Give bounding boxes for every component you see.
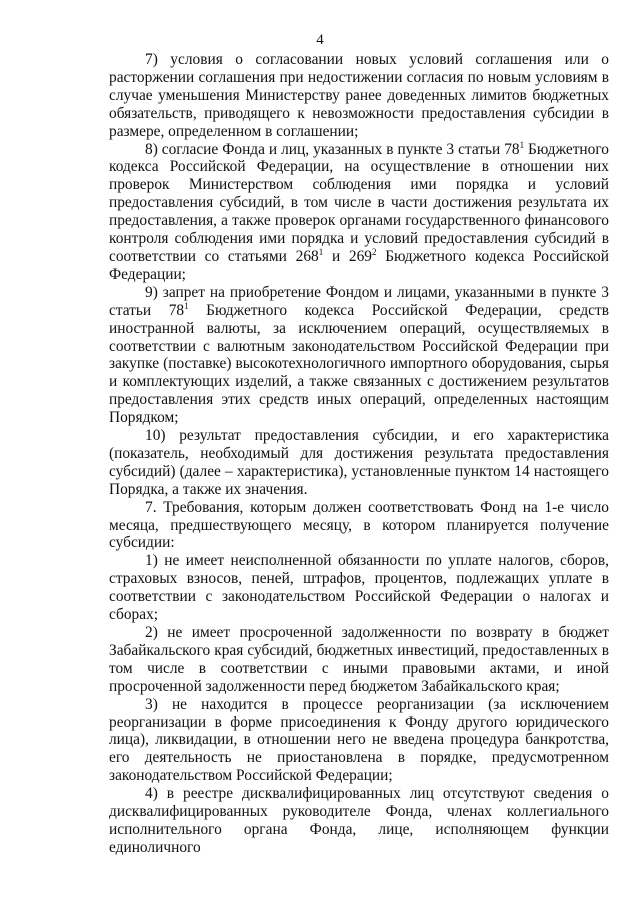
requirement-4-paragraph: 4) в реестре дисквалифицированных лиц отсутствуют сведения о дисквалифицированных руководителе Фонда, членах коллегиального исполнительного органа Фонда, лице, исполняющем функции единоличного bbox=[109, 785, 609, 856]
superscript: 1 bbox=[519, 139, 525, 150]
page-number: 4 bbox=[316, 32, 324, 48]
item-9-text-part: 9) запрет на приобретение Фондом и лицами, указанными в пункте 3 статьи 78 bbox=[109, 283, 609, 319]
superscript: 2 bbox=[371, 246, 377, 257]
item-8-text-part: Бюджетного кодекса Российской Федерации, на осуществление в отношении них проверок Министерством соблюдения ими порядка и условий предоставления субсидий, в том числе в части достижения результата их предоставления, а также проверок органами государственного финансового контроля соблюдения ими порядка и условий предоставления субсидий в соответствии со статьями 268 bbox=[109, 140, 609, 265]
requirement-1-paragraph: 1) не имеет неисполненной обязанности по уплате налогов, сборов, страховых взносов, пеней, штрафов, процентов, подлежащих уплате в соответствии с законодательством Российской Федерации о налогах и сборах; bbox=[109, 552, 609, 624]
document-body bbox=[109, 51, 609, 857]
requirement-3-paragraph: 3) не находится в процессе реорганизации (за исключением реорганизации в форме присоединения к Фонду другого юридического лица), ликвидации, в отношении него не введена процедура банкротства, его деятельность не приостановлена в порядке, предусмотренном законодательством Российской Федерации; bbox=[109, 695, 609, 785]
requirement-2-paragraph: 2) не имеет просроченной задолженности по возврату в бюджет Забайкальского края субсидий, бюджетных инвестиций, предоставленных в том числе в соответствии с иными правовыми актами, и иной просроченной задолженности перед бюджетом Забайкальского края; bbox=[109, 624, 609, 695]
item-8-text-part: и 269 bbox=[323, 247, 372, 265]
item-8-paragraph bbox=[109, 141, 609, 284]
item-7-paragraph: 7) условия о согласовании новых условий соглашения или о расторжении соглашения при недостижении согласия по новым условиям в случае уменьшения Министерству ранее доведенных лимитов бюджетных обязательств, приводящего к невозможности предоставления субсидии в размере, определенном в соглашении; bbox=[109, 51, 609, 140]
item-10-paragraph: 10) результат предоставления субсидии, и его характеристика (показатель, необходимый для достижения результата предоставления субсидий) (далее – характеристика), установленные пунктом 14 настоящего Порядка, а также их значения. bbox=[109, 427, 609, 498]
superscript: 1 bbox=[318, 246, 324, 257]
item-8-text-part: Бюджетного кодекса Российской Федерации; bbox=[109, 247, 609, 283]
item-9-paragraph bbox=[109, 284, 609, 427]
item-8-text-part: 8) согласие Фонда и лиц, указанных в пункте 3 статьи 78 bbox=[145, 140, 520, 158]
superscript: 1 bbox=[184, 300, 189, 311]
item-9-text-part: Бюджетного кодекса Российской Федерации, средств иностранной валюты, за исключением операций, осуществляемых в соответствии с валютным законодательством Российской Федерации при закупке (поставке) высокотехнологичного импортного оборудования, сырья и комплектующих изделий, а также связанных с достижением результатов предоставления этих средств иных операций, определенных настоящим Порядком; bbox=[109, 301, 609, 427]
section-7-paragraph: 7. Требования, которым должен соответствовать Фонд на 1-е число месяца, предшествующего месяцу, в котором планируется получение субсидии: bbox=[109, 498, 609, 552]
